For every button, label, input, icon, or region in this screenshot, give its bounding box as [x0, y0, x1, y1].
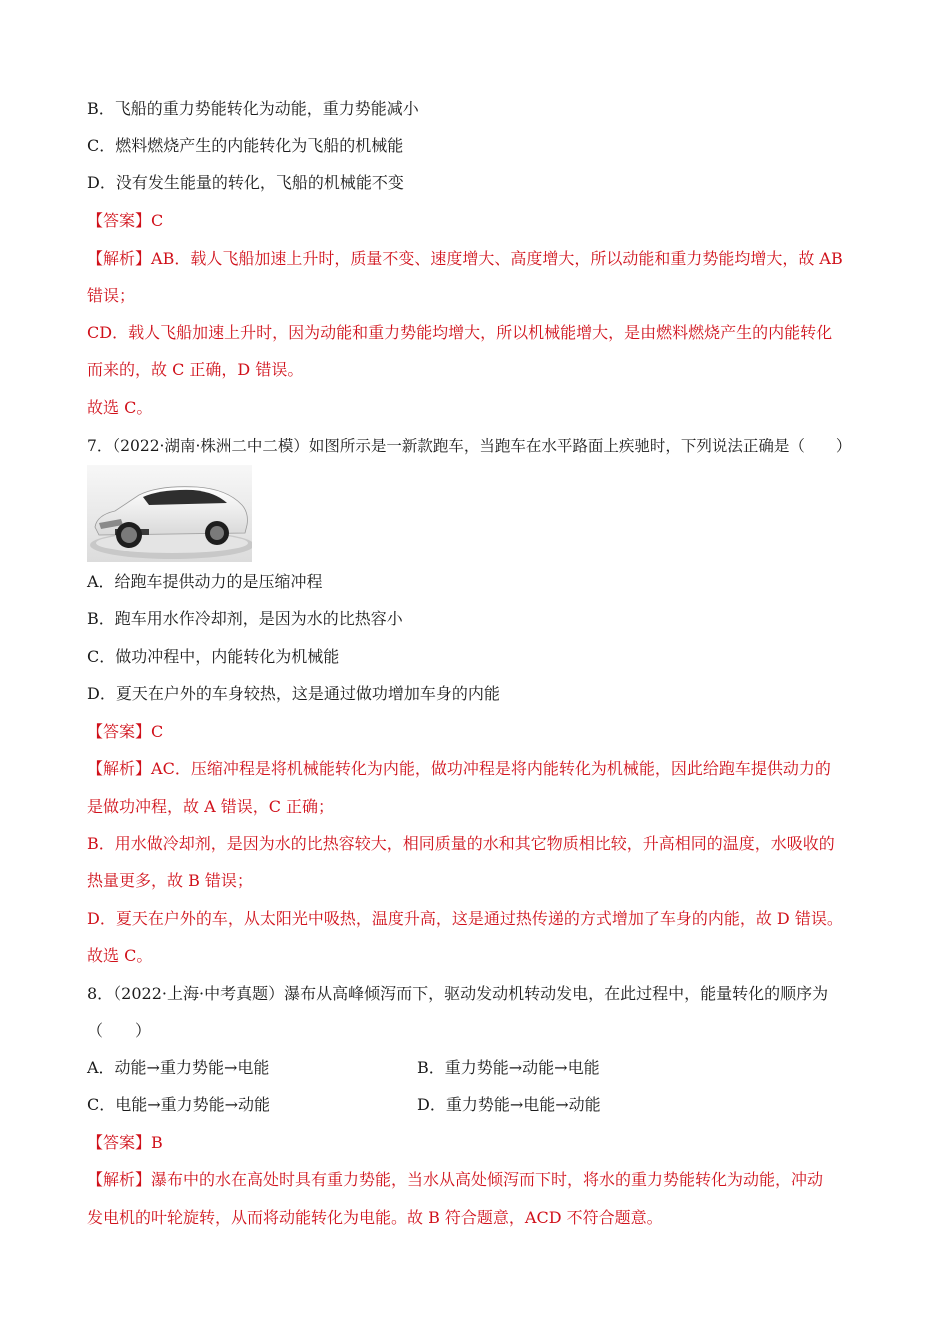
analysis-tag: 【解析】	[87, 249, 152, 268]
q7-option-b: B．跑车用水作冷却剂，是因为水的比热容小	[87, 609, 403, 628]
answer-tag: 【答案】	[87, 1133, 152, 1152]
analysis-tag: 【解析】	[87, 1170, 152, 1189]
sports-car-image	[87, 465, 252, 562]
answer-value: B	[151, 1133, 163, 1152]
q8-option-c: C．电能→重力势能→动能	[87, 1095, 271, 1114]
q8-option-d: D．重力势能→电能→动能	[417, 1095, 601, 1114]
answer-value: C	[151, 722, 164, 741]
q7-option-d: D．夏天在户外的车身较热，这是通过做功增加车身的内能	[87, 684, 500, 703]
q7-analysis-line-2: 是做功冲程，故 A 错误，C 正确；	[87, 797, 335, 816]
answer-tag: 【答案】	[87, 722, 152, 741]
q6-analysis-line-2: 错误；	[87, 286, 136, 305]
q6-analysis-line-1	[87, 248, 843, 270]
q8-answer	[87, 1132, 163, 1154]
analysis-tag: 【解析】	[87, 759, 152, 778]
q8-option-a: A．动能→重力势能→电能	[87, 1058, 270, 1077]
q7-option-a: A．给跑车提供动力的是压缩冲程	[87, 572, 323, 591]
answer-value: C	[151, 211, 164, 230]
q6-analysis-line-4: 而来的，故 C 正确，D 错误。	[87, 360, 304, 379]
answer-tag: 【答案】	[87, 211, 152, 230]
q6-option-b: B．飞船的重力势能转化为动能，重力势能减小	[87, 99, 419, 118]
q8-analysis-line-1	[87, 1169, 823, 1191]
q8-stem-line-2: （ ）	[87, 1021, 152, 1040]
q6-option-c: C．燃料燃烧产生的内能转化为飞船的机械能	[87, 136, 404, 155]
q7-analysis-line-5: D．夏天在户外的车，从太阳光中吸热，温度升高，这是通过热传递的方式增加了车身的内能，故 D 错误。	[87, 909, 843, 928]
q7-answer	[87, 721, 163, 743]
q7-conclusion: 故选 C。	[87, 946, 153, 965]
q7-analysis-line-4: 热量更多，故 B 错误；	[87, 871, 253, 890]
q6-analysis-line-3: CD．载人飞船加速上升时，因为动能和重力势能均增大，所以机械能增大，是由燃料燃烧产生的内能转化	[87, 323, 833, 342]
q6-option-d: D．没有发生能量的转化，飞船的机械能不变	[87, 173, 404, 192]
q7-analysis-line-1	[87, 758, 831, 780]
q6-answer	[87, 210, 163, 232]
analysis-text: 瀑布中的水在高处时具有重力势能，当水从高处倾泻而下时，将水的重力势能转化为动能，冲动	[151, 1170, 824, 1189]
q8-option-b: B．重力势能→动能→电能	[417, 1058, 600, 1077]
q8-stem-line-1: 8．（2022·上海·中考真题）瀑布从高峰倾泻而下，驱动发动机转动发电，在此过程中，能量转化的顺序为	[87, 984, 829, 1003]
analysis-text: AB．载人飞船加速上升时，质量不变、速度增大、高度增大，所以动能和重力势能均增大，故 AB	[151, 249, 843, 268]
q7-analysis-line-3: B．用水做冷却剂，是因为水的比热容较大，相同质量的水和其它物质相比较，升高相同的温度，水吸收的	[87, 834, 835, 853]
q6-conclusion: 故选 C。	[87, 398, 153, 417]
analysis-text: AC．压缩冲程是将机械能转化为内能，做功冲程是将内能转化为机械能，因此给跑车提供动力的	[151, 759, 831, 778]
q7-stem: 7．（2022·湖南·株洲二中二模）如图所示是一新款跑车，当跑车在水平路面上疾驰时，下列说法正确是（ ）	[87, 437, 852, 455]
q7-option-c: C．做功冲程中，内能转化为机械能	[87, 647, 340, 666]
q8-analysis-line-2: 发电机的叶轮旋转，从而将动能转化为电能。故 B 符合题意，ACD 不符合题意。	[87, 1208, 663, 1227]
car-illustration	[87, 465, 252, 562]
